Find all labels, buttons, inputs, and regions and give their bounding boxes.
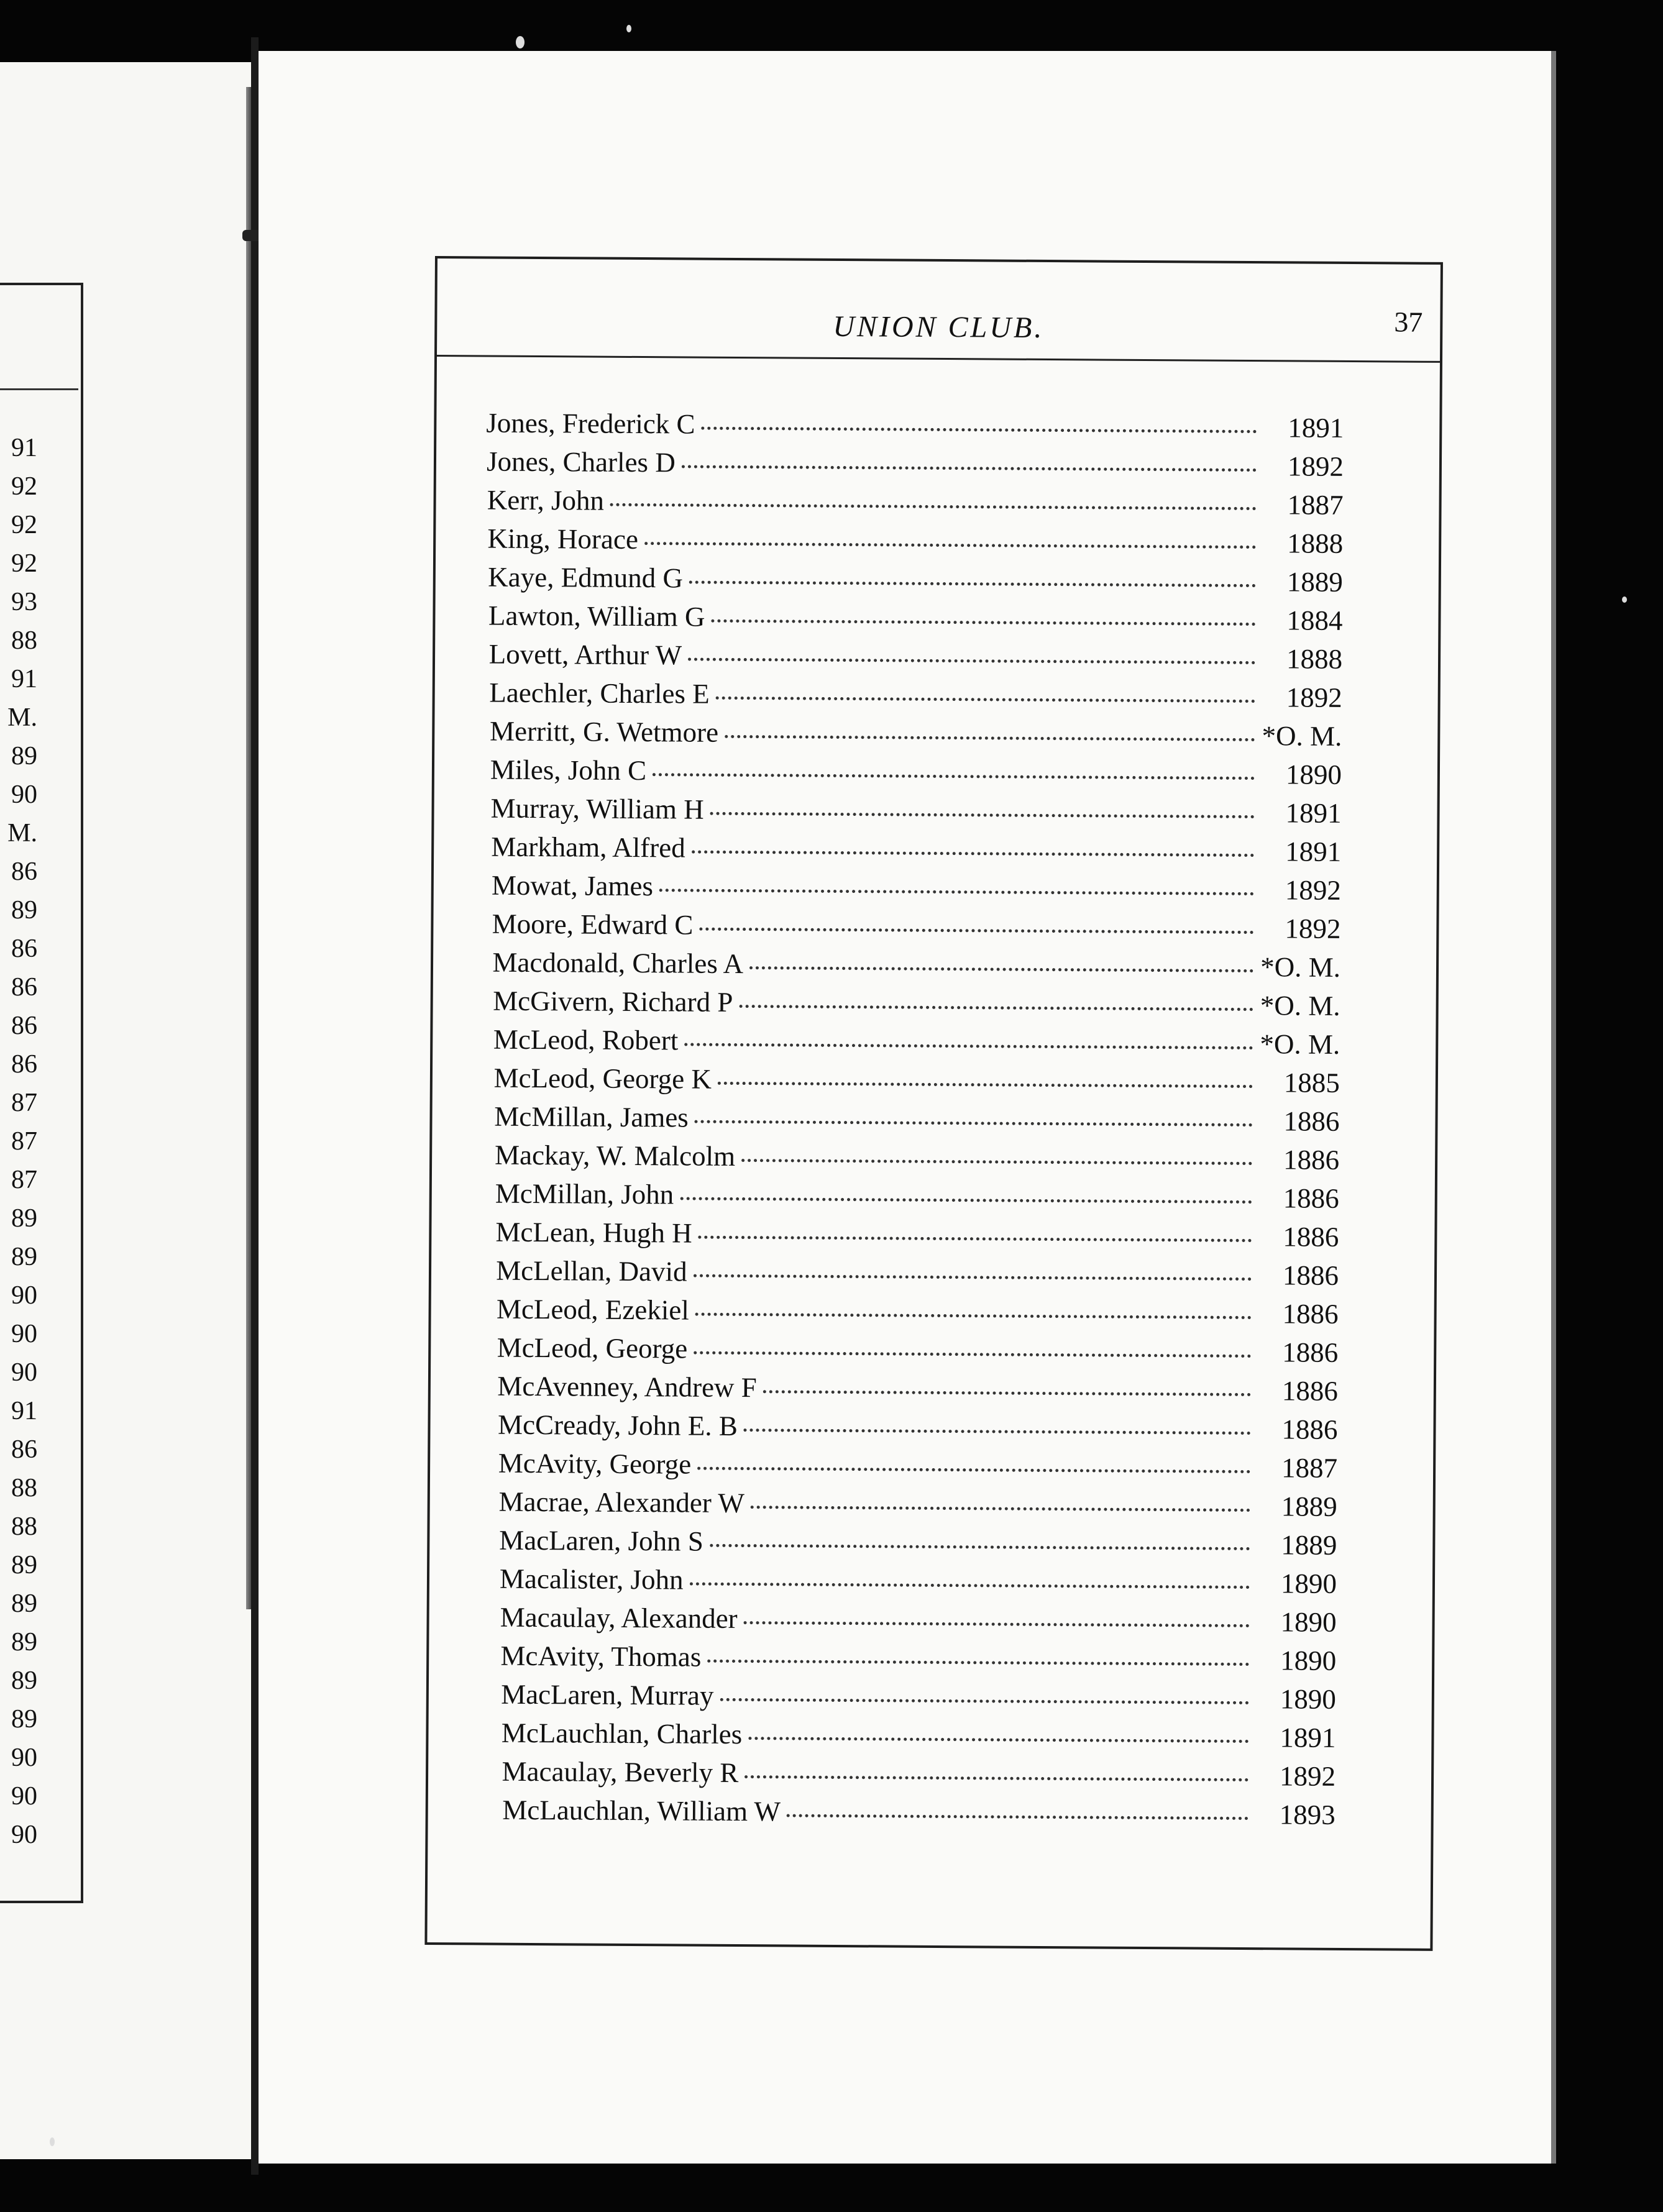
member-year: 1891: [1285, 836, 1342, 867]
member-name: Lawton, William G: [488, 600, 705, 633]
member-year: 1891: [1280, 1722, 1336, 1753]
left-page-year: 86: [11, 1437, 37, 1463]
paper-speck: [1622, 596, 1627, 603]
member-year: *O. M.: [1260, 951, 1341, 983]
member-year: 1892: [1286, 682, 1342, 713]
dot-leader: [707, 1653, 1249, 1666]
dot-leader: [718, 1076, 1253, 1088]
dot-leader: [694, 1345, 1251, 1358]
dot-leader: [688, 651, 1255, 664]
member-row: [501, 1678, 1336, 1722]
dot-leader: [644, 536, 1256, 549]
left-page-year: 93: [11, 589, 37, 615]
member-year: 1885: [1283, 1067, 1340, 1099]
member-name: McLauchlan, William W: [502, 1794, 781, 1827]
member-year: 1886: [1281, 1375, 1339, 1407]
member-row: [498, 1486, 1337, 1529]
dot-leader: [711, 613, 1255, 626]
member-year: 1892: [1285, 913, 1341, 944]
dot-leader: [680, 1191, 1252, 1204]
dot-leader: [697, 1461, 1250, 1473]
member-list: [478, 407, 1344, 1837]
member-name: McAvity, Thomas: [500, 1640, 702, 1673]
member-year: 1886: [1283, 1144, 1340, 1176]
member-name: Macaulay, Alexander: [500, 1601, 738, 1635]
member-year: 1890: [1280, 1645, 1337, 1676]
left-page-year: 90: [11, 1282, 37, 1309]
member-name: Mowat, James: [491, 869, 654, 902]
member-row: [498, 1409, 1338, 1452]
member-year: *O. M.: [1262, 720, 1342, 752]
dot-leader: [694, 1268, 1252, 1281]
member-name: McMillan, John: [495, 1177, 674, 1210]
member-year: 1886: [1282, 1259, 1339, 1291]
left-page-year: 89: [11, 743, 37, 769]
left-page-year: 89: [11, 1205, 37, 1232]
left-page-year: 89: [11, 1244, 37, 1270]
member-name: Lovett, Arthur W: [488, 638, 682, 671]
dot-leader: [748, 1730, 1248, 1743]
member-row: [499, 1524, 1337, 1568]
member-row: [493, 1062, 1340, 1105]
member-row: [495, 1139, 1339, 1182]
left-page-year: 86: [11, 1051, 37, 1077]
member-year: 1887: [1281, 1452, 1338, 1484]
member-year: 1886: [1283, 1221, 1339, 1253]
left-page-year: 89: [11, 1629, 37, 1655]
member-name: McCready, John E. B: [497, 1409, 738, 1442]
member-year: 1890: [1280, 1683, 1336, 1715]
dot-leader: [710, 806, 1255, 818]
left-page-year: 89: [11, 897, 37, 923]
member-row: [495, 1177, 1339, 1221]
member-name: King, Horace: [487, 523, 639, 555]
member-year: 1890: [1285, 759, 1342, 790]
member-year: 1889: [1286, 566, 1343, 598]
member-name: MacLaren, John S: [499, 1524, 704, 1557]
dot-leader: [610, 497, 1257, 510]
dot-leader: [682, 459, 1257, 472]
dot-leader: [689, 575, 1256, 588]
member-name: Moore, Edward C: [492, 908, 694, 941]
member-year: 1888: [1286, 643, 1343, 675]
member-year: *O. M.: [1260, 990, 1340, 1021]
member-row: [493, 985, 1340, 1028]
member-row: [497, 1370, 1338, 1414]
member-year: 1892: [1287, 450, 1344, 482]
member-year: 1886: [1283, 1105, 1340, 1137]
member-year: 1889: [1281, 1529, 1337, 1561]
dot-leader: [692, 844, 1255, 857]
member-row: [497, 1293, 1339, 1337]
member-name: McLellan, David: [496, 1255, 687, 1287]
dot-leader: [659, 882, 1254, 895]
dot-leader: [716, 690, 1255, 703]
left-page-year: 90: [11, 1360, 37, 1386]
member-name: Jones, Charles D: [486, 446, 676, 478]
member-row: [489, 677, 1342, 720]
member-row: [498, 1447, 1338, 1491]
member-year: 1884: [1286, 605, 1343, 636]
left-page-year: 88: [11, 1475, 37, 1501]
dot-leader: [699, 921, 1253, 934]
member-name: Markham, Alfred: [491, 831, 685, 864]
member-year: 1886: [1281, 1414, 1338, 1445]
member-year: 1886: [1282, 1298, 1339, 1330]
member-name: McLeod, Ezekiel: [496, 1293, 689, 1326]
member-row: [490, 715, 1342, 759]
dot-leader: [684, 1036, 1253, 1049]
member-row: [502, 1794, 1335, 1837]
left-page-year: M.: [7, 705, 37, 731]
left-page-year: 89: [11, 1706, 37, 1732]
member-row: [487, 523, 1343, 566]
dot-leader: [720, 1692, 1248, 1704]
member-row: [500, 1563, 1337, 1606]
member-row: [486, 407, 1344, 450]
member-row: [491, 831, 1341, 874]
left-page-year: 90: [11, 1822, 37, 1848]
right-page: [259, 51, 1556, 2164]
member-name: Jones, Frederick C: [486, 407, 695, 440]
paper-speck: [626, 25, 631, 32]
dot-leader: [701, 421, 1257, 433]
running-head: UNION CLUB.: [833, 309, 1045, 344]
member-name: McLeod, George K: [493, 1062, 712, 1095]
member-row: [492, 869, 1341, 913]
member-name: Kaye, Edmund G: [488, 561, 684, 594]
dot-leader: [744, 1769, 1248, 1781]
member-name: Merritt, G. Wetmore: [489, 715, 719, 748]
member-row: [493, 1023, 1340, 1067]
dot-leader: [695, 1307, 1252, 1319]
member-row: [500, 1601, 1336, 1645]
paper-speck: [50, 2137, 55, 2146]
member-name: Laechler, Charles E: [489, 677, 710, 710]
left-page-year: 92: [11, 551, 37, 577]
member-name: McGivern, Richard P: [493, 985, 733, 1018]
member-name: McLeod, Robert: [493, 1023, 679, 1056]
dot-leader: [749, 960, 1253, 972]
left-page-year: 89: [11, 1591, 37, 1617]
member-row: [497, 1332, 1338, 1375]
member-name: McMillan, James: [494, 1100, 689, 1133]
left-page-year: 88: [11, 628, 37, 654]
dot-leader: [725, 729, 1255, 741]
member-name: Macrae, Alexander W: [498, 1486, 744, 1519]
left-page-year: 92: [11, 512, 37, 538]
member-name: Miles, John C: [490, 754, 647, 787]
member-row: [495, 1216, 1339, 1259]
left-page-year: 91: [11, 435, 37, 461]
dot-leader: [744, 1615, 1250, 1627]
member-year: 1889: [1281, 1491, 1337, 1522]
member-name: Macalister, John: [499, 1563, 684, 1596]
member-row: [500, 1640, 1336, 1683]
dot-leader: [710, 1538, 1250, 1550]
dot-leader: [763, 1384, 1251, 1396]
dot-leader: [699, 1230, 1252, 1242]
member-name: Macaulay, Beverly R: [502, 1755, 739, 1789]
member-name: McLauchlan, Charles: [501, 1717, 743, 1750]
member-year: *O. M.: [1260, 1028, 1340, 1060]
member-year: 1891: [1285, 797, 1342, 829]
left-page-year: 89: [11, 1552, 37, 1578]
member-year: 1892: [1285, 874, 1341, 906]
left-page-year: 87: [11, 1128, 37, 1154]
left-page-year: 91: [11, 666, 37, 692]
member-year: 1890: [1280, 1606, 1337, 1638]
left-page-year: 90: [11, 1783, 37, 1809]
dot-leader: [744, 1422, 1251, 1435]
left-page-year: 90: [11, 1321, 37, 1347]
member-row: [487, 484, 1344, 528]
left-page-year: 90: [11, 782, 37, 808]
member-row: [490, 754, 1342, 797]
left-page-year: M.: [7, 820, 37, 846]
dot-leader: [653, 767, 1255, 780]
member-year: 1893: [1279, 1799, 1335, 1830]
member-year: 1892: [1279, 1760, 1336, 1792]
paper-speck: [516, 36, 525, 48]
member-row: [494, 1100, 1340, 1144]
member-year: 1886: [1282, 1337, 1339, 1368]
dot-leader: [695, 1114, 1253, 1127]
member-row: [488, 638, 1342, 682]
member-name: McLeod, George: [497, 1332, 688, 1364]
dot-leader: [787, 1808, 1248, 1821]
left-page-year: 87: [11, 1090, 37, 1116]
member-row: [488, 600, 1343, 643]
left-page-year: 91: [11, 1398, 37, 1424]
member-name: MacLaren, Murray: [501, 1678, 714, 1711]
member-row: [492, 908, 1341, 951]
member-row: [502, 1717, 1336, 1760]
member-name: Kerr, John: [487, 484, 605, 516]
member-year: 1890: [1280, 1568, 1337, 1599]
member-row: [496, 1255, 1339, 1298]
member-year: 1887: [1287, 489, 1344, 521]
left-page-year: 86: [11, 974, 37, 1000]
left-page-year: 90: [11, 1745, 37, 1771]
dot-leader: [751, 1499, 1250, 1512]
page-number: 37: [1394, 306, 1423, 338]
member-name: Murray, William H: [490, 792, 704, 825]
left-page-year: 92: [11, 473, 37, 500]
member-row: [492, 946, 1340, 990]
member-name: Mackay, W. Malcolm: [494, 1139, 736, 1172]
left-page-year: 87: [11, 1167, 37, 1193]
page-frame: [424, 256, 1443, 1951]
left-page-year: 86: [11, 1013, 37, 1039]
member-name: McAvity, George: [498, 1447, 692, 1480]
member-row: [502, 1755, 1335, 1799]
left-page-year: 86: [11, 859, 37, 885]
left-page-header-rule: [0, 388, 78, 390]
member-row: [488, 561, 1343, 605]
left-page-year: 89: [11, 1668, 37, 1694]
dot-leader: [690, 1576, 1250, 1589]
member-name: McLean, Hugh H: [495, 1216, 692, 1249]
left-page-year: 86: [11, 936, 37, 962]
dot-leader: [741, 1153, 1252, 1165]
left-page-year: 88: [11, 1514, 37, 1540]
binding-shadow: [251, 37, 259, 2175]
page-header: [437, 258, 1441, 363]
member-row: [487, 446, 1344, 489]
member-year: 1891: [1288, 412, 1344, 444]
member-year: 1888: [1287, 528, 1344, 559]
member-year: 1886: [1283, 1182, 1339, 1214]
left-page: [0, 62, 251, 2159]
member-name: Macdonald, Charles A: [492, 946, 744, 980]
member-name: McAvenney, Andrew F: [497, 1370, 757, 1404]
dot-leader: [739, 999, 1253, 1011]
member-row: [490, 792, 1341, 836]
